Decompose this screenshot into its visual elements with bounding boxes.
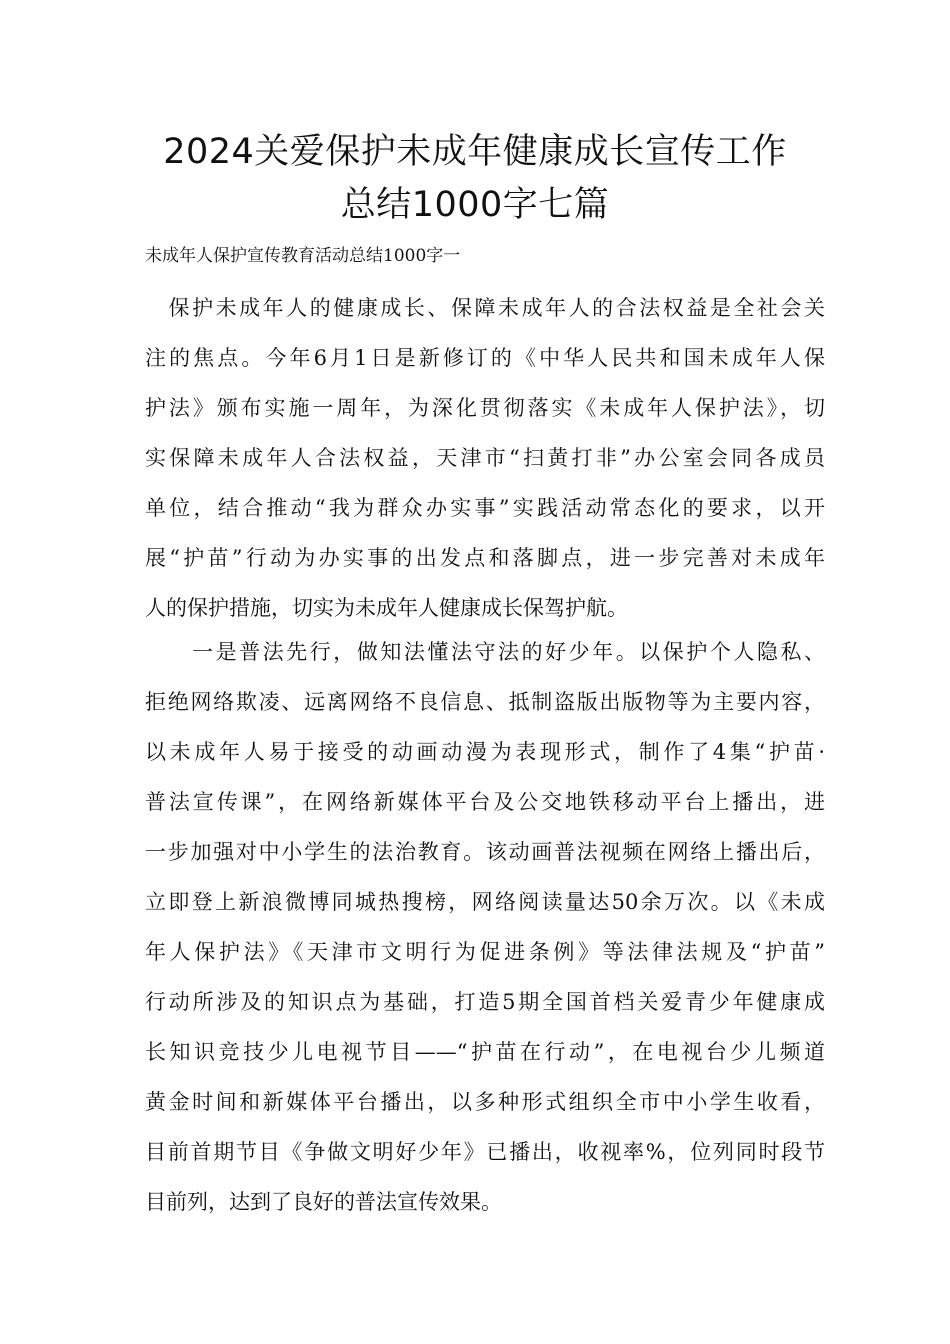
text-line: 护法》颁布实施一周年，为深化贯彻落实《未成年人保护法》，切: [145, 396, 825, 420]
text-line: 长知识竞技少儿电视节目——“护苗在行动”，在电视台少儿频道: [145, 1040, 825, 1064]
text-line: 以未成年人易于接受的动画动漫为表现形式，制作了4集“护苗·: [145, 740, 825, 764]
text-line: 展“护苗”行动为办实事的出发点和落脚点，进一步完善对未成年: [145, 546, 825, 570]
text-line: 立即登上新浪微博同城热搜榜，网络阅读量达50余万次。以《未成: [145, 890, 825, 914]
text-line: 年人保护法》《天津市文明行为促进条例》等法律法规及“护苗”: [145, 940, 825, 964]
text-line: 普法宣传课”，在网络新媒体平台及公交地铁移动平台上播出，进: [145, 790, 825, 814]
section-subtitle: 未成年人保护宣传教育活动总结1000字一: [145, 246, 461, 266]
text-line: 保护未成年人的健康成长、保障未成年人的合法权益是全社会关: [145, 296, 825, 320]
text-line: 目前首期节目《争做文明好少年》已播出，收视率%，位列同时段节: [145, 1140, 825, 1164]
text-line: 黄金时间和新媒体平台播出，以多种形式组织全市中小学生收看，: [145, 1090, 825, 1114]
text-line: 目前列，达到了良好的普法宣传效果。: [145, 1190, 502, 1214]
paragraph-legal-education: [145, 627, 825, 1227]
text-line: 行动所涉及的知识点为基础，打造5期全国首档关爱青少年健康成: [145, 990, 825, 1014]
text-line: 拒绝网络欺凌、远离网络不良信息、抵制盗版出版物等为主要内容，: [145, 690, 825, 714]
text-line: 单位，结合推动“我为群众办实事”实践活动常态化的要求，以开: [145, 496, 825, 520]
text-line: 注的焦点。今年6月1日是新修订的《中华人民共和国未成年人保: [145, 346, 825, 370]
paragraph-intro: [145, 283, 825, 633]
text-line: 实保障未成年人合法权益，天津市“扫黄打非”办公室会同各成员: [145, 446, 825, 470]
text-line: 一是普法先行，做知法懂法守法的好少年。以保护个人隐私、: [145, 640, 825, 664]
text-line: 一步加强对中小学生的法治教育。该动画普法视频在网络上播出后，: [145, 840, 825, 864]
document-title-line-1: 2024关爱保护未成年健康成长宣传工作: [163, 132, 787, 172]
document-title-line-2: 总结1000字七篇: [340, 185, 610, 225]
text-line: 人的保护措施，切实为未成年人健康成长保驾护航。: [145, 596, 628, 620]
